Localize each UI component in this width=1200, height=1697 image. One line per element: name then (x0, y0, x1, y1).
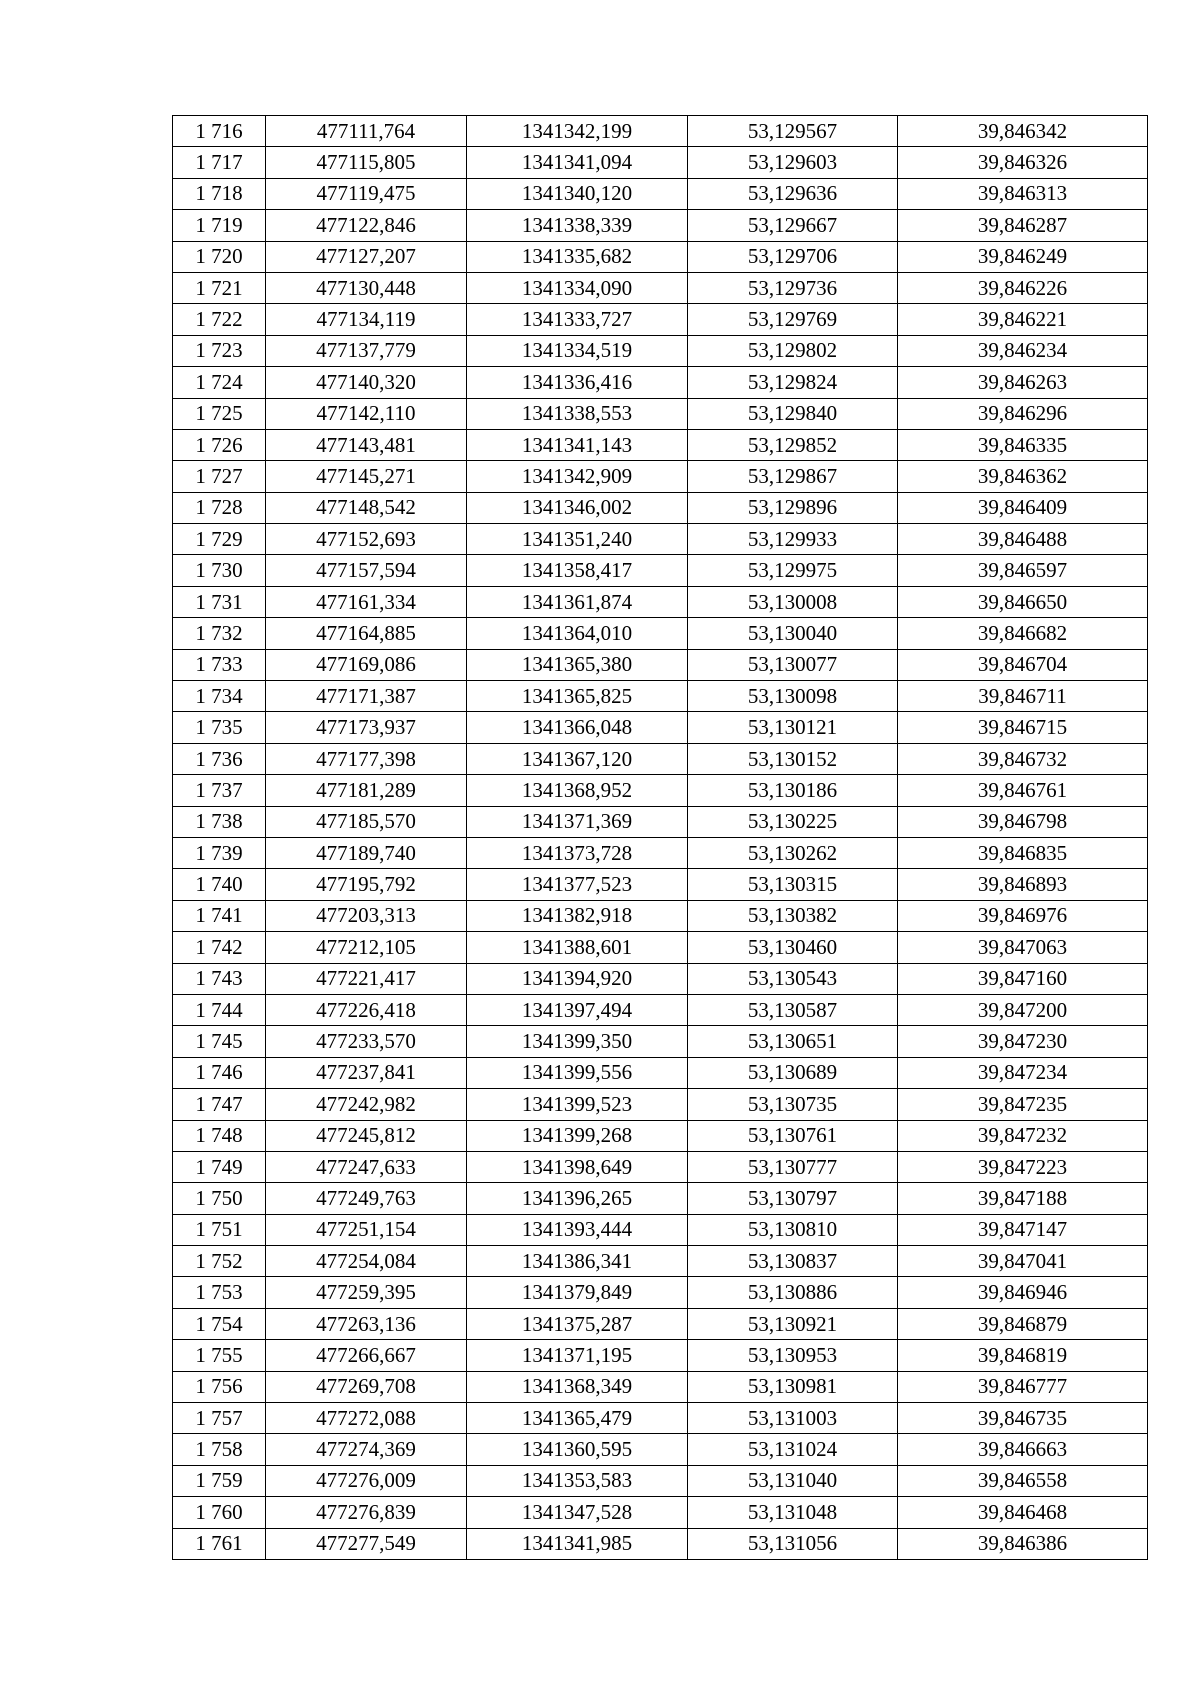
x-coordinate-cell: 477152,693 (266, 524, 467, 555)
y-coordinate-cell: 1341371,195 (467, 1340, 688, 1371)
x-coordinate-cell: 477164,885 (266, 618, 467, 649)
y-coordinate-cell: 1341396,265 (467, 1183, 688, 1214)
x-coordinate-cell: 477254,084 (266, 1246, 467, 1277)
x-coordinate-cell: 477274,369 (266, 1434, 467, 1465)
x-coordinate-cell: 477233,570 (266, 1026, 467, 1057)
longitude-cell: 39,846798 (898, 806, 1148, 837)
x-coordinate-cell: 477277,549 (266, 1528, 467, 1559)
longitude-cell: 39,846761 (898, 775, 1148, 806)
latitude-cell: 53,130651 (688, 1026, 898, 1057)
point-number-cell: 1 743 (173, 963, 266, 994)
longitude-cell: 39,846234 (898, 335, 1148, 366)
latitude-cell: 53,130460 (688, 932, 898, 963)
latitude-cell: 53,129852 (688, 429, 898, 460)
table-row (173, 869, 1148, 900)
latitude-cell: 53,130587 (688, 994, 898, 1025)
table-row (173, 367, 1148, 398)
longitude-cell: 39,846468 (898, 1497, 1148, 1528)
point-number-cell: 1 752 (173, 1246, 266, 1277)
y-coordinate-cell: 1341399,556 (467, 1057, 688, 1088)
longitude-cell: 39,846704 (898, 649, 1148, 680)
y-coordinate-cell: 1341375,287 (467, 1308, 688, 1339)
y-coordinate-cell: 1341336,416 (467, 367, 688, 398)
x-coordinate-cell: 477127,207 (266, 241, 467, 272)
y-coordinate-cell: 1341399,268 (467, 1120, 688, 1151)
point-number-cell: 1 721 (173, 272, 266, 303)
table-row (173, 1403, 1148, 1434)
longitude-cell: 39,846879 (898, 1308, 1148, 1339)
coordinates-table-body (173, 116, 1148, 1560)
point-number-cell: 1 748 (173, 1120, 266, 1151)
point-number-cell: 1 732 (173, 618, 266, 649)
y-coordinate-cell: 1341365,479 (467, 1403, 688, 1434)
table-row (173, 743, 1148, 774)
point-number-cell: 1 757 (173, 1403, 266, 1434)
table-row (173, 963, 1148, 994)
y-coordinate-cell: 1341351,240 (467, 524, 688, 555)
y-coordinate-cell: 1341382,918 (467, 900, 688, 931)
table-row (173, 524, 1148, 555)
latitude-cell: 53,130735 (688, 1089, 898, 1120)
x-coordinate-cell: 477181,289 (266, 775, 467, 806)
table-row (173, 900, 1148, 931)
table-row (173, 586, 1148, 617)
y-coordinate-cell: 1341379,849 (467, 1277, 688, 1308)
x-coordinate-cell: 477189,740 (266, 837, 467, 868)
x-coordinate-cell: 477269,708 (266, 1371, 467, 1402)
y-coordinate-cell: 1341393,444 (467, 1214, 688, 1245)
longitude-cell: 39,846777 (898, 1371, 1148, 1402)
latitude-cell: 53,129636 (688, 178, 898, 209)
table-row (173, 304, 1148, 335)
table-row (173, 1214, 1148, 1245)
table-row (173, 461, 1148, 492)
table-row (173, 147, 1148, 178)
y-coordinate-cell: 1341333,727 (467, 304, 688, 335)
x-coordinate-cell: 477276,839 (266, 1497, 467, 1528)
x-coordinate-cell: 477276,009 (266, 1465, 467, 1496)
point-number-cell: 1 729 (173, 524, 266, 555)
y-coordinate-cell: 1341377,523 (467, 869, 688, 900)
y-coordinate-cell: 1341397,494 (467, 994, 688, 1025)
point-number-cell: 1 716 (173, 116, 266, 147)
point-number-cell: 1 719 (173, 210, 266, 241)
y-coordinate-cell: 1341399,523 (467, 1089, 688, 1120)
table-row (173, 555, 1148, 586)
latitude-cell: 53,130040 (688, 618, 898, 649)
table-row (173, 335, 1148, 366)
point-number-cell: 1 746 (173, 1057, 266, 1088)
y-coordinate-cell: 1341364,010 (467, 618, 688, 649)
longitude-cell: 39,846342 (898, 116, 1148, 147)
y-coordinate-cell: 1341342,199 (467, 116, 688, 147)
latitude-cell: 53,130837 (688, 1246, 898, 1277)
longitude-cell: 39,847147 (898, 1214, 1148, 1245)
point-number-cell: 1 742 (173, 932, 266, 963)
longitude-cell: 39,847235 (898, 1089, 1148, 1120)
point-number-cell: 1 731 (173, 586, 266, 617)
y-coordinate-cell: 1341367,120 (467, 743, 688, 774)
table-row (173, 1057, 1148, 1088)
x-coordinate-cell: 477137,779 (266, 335, 467, 366)
y-coordinate-cell: 1341334,090 (467, 272, 688, 303)
latitude-cell: 53,129802 (688, 335, 898, 366)
latitude-cell: 53,129706 (688, 241, 898, 272)
y-coordinate-cell: 1341361,874 (467, 586, 688, 617)
y-coordinate-cell: 1341399,350 (467, 1026, 688, 1057)
latitude-cell: 53,129975 (688, 555, 898, 586)
longitude-cell: 39,846711 (898, 681, 1148, 712)
table-row (173, 1277, 1148, 1308)
y-coordinate-cell: 1341398,649 (467, 1151, 688, 1182)
table-row (173, 1151, 1148, 1182)
table-row (173, 806, 1148, 837)
point-number-cell: 1 753 (173, 1277, 266, 1308)
table-row (173, 1246, 1148, 1277)
x-coordinate-cell: 477251,154 (266, 1214, 467, 1245)
longitude-cell: 39,846650 (898, 586, 1148, 617)
latitude-cell: 53,130777 (688, 1151, 898, 1182)
y-coordinate-cell: 1341371,369 (467, 806, 688, 837)
point-number-cell: 1 725 (173, 398, 266, 429)
latitude-cell: 53,130797 (688, 1183, 898, 1214)
y-coordinate-cell: 1341341,143 (467, 429, 688, 460)
table-row (173, 618, 1148, 649)
longitude-cell: 39,846715 (898, 712, 1148, 743)
point-number-cell: 1 745 (173, 1026, 266, 1057)
latitude-cell: 53,129840 (688, 398, 898, 429)
latitude-cell: 53,130121 (688, 712, 898, 743)
latitude-cell: 53,130008 (688, 586, 898, 617)
latitude-cell: 53,130543 (688, 963, 898, 994)
y-coordinate-cell: 1341341,985 (467, 1528, 688, 1559)
x-coordinate-cell: 477145,271 (266, 461, 467, 492)
y-coordinate-cell: 1341366,048 (467, 712, 688, 743)
table-row (173, 712, 1148, 743)
x-coordinate-cell: 477245,812 (266, 1120, 467, 1151)
x-coordinate-cell: 477143,481 (266, 429, 467, 460)
latitude-cell: 53,131040 (688, 1465, 898, 1496)
latitude-cell: 53,130761 (688, 1120, 898, 1151)
table-row (173, 1183, 1148, 1214)
longitude-cell: 39,847223 (898, 1151, 1148, 1182)
point-number-cell: 1 740 (173, 869, 266, 900)
latitude-cell: 53,129867 (688, 461, 898, 492)
table-row (173, 1528, 1148, 1559)
y-coordinate-cell: 1341347,528 (467, 1497, 688, 1528)
y-coordinate-cell: 1341342,909 (467, 461, 688, 492)
longitude-cell: 39,847232 (898, 1120, 1148, 1151)
x-coordinate-cell: 477122,846 (266, 210, 467, 241)
longitude-cell: 39,846221 (898, 304, 1148, 335)
latitude-cell: 53,130225 (688, 806, 898, 837)
point-number-cell: 1 724 (173, 367, 266, 398)
longitude-cell: 39,847041 (898, 1246, 1148, 1277)
x-coordinate-cell: 477119,475 (266, 178, 467, 209)
longitude-cell: 39,847200 (898, 994, 1148, 1025)
y-coordinate-cell: 1341335,682 (467, 241, 688, 272)
longitude-cell: 39,846663 (898, 1434, 1148, 1465)
latitude-cell: 53,129896 (688, 492, 898, 523)
longitude-cell: 39,846682 (898, 618, 1148, 649)
point-number-cell: 1 738 (173, 806, 266, 837)
point-number-cell: 1 758 (173, 1434, 266, 1465)
point-number-cell: 1 722 (173, 304, 266, 335)
longitude-cell: 39,846362 (898, 461, 1148, 492)
longitude-cell: 39,847234 (898, 1057, 1148, 1088)
table-row (173, 994, 1148, 1025)
table-row (173, 1434, 1148, 1465)
point-number-cell: 1 751 (173, 1214, 266, 1245)
x-coordinate-cell: 477173,937 (266, 712, 467, 743)
x-coordinate-cell: 477111,764 (266, 116, 467, 147)
x-coordinate-cell: 477237,841 (266, 1057, 467, 1088)
latitude-cell: 53,130098 (688, 681, 898, 712)
table-row (173, 932, 1148, 963)
latitude-cell: 53,130315 (688, 869, 898, 900)
x-coordinate-cell: 477142,110 (266, 398, 467, 429)
table-row (173, 775, 1148, 806)
latitude-cell: 53,130689 (688, 1057, 898, 1088)
y-coordinate-cell: 1341358,417 (467, 555, 688, 586)
x-coordinate-cell: 477226,418 (266, 994, 467, 1025)
latitude-cell: 53,129824 (688, 367, 898, 398)
point-number-cell: 1 728 (173, 492, 266, 523)
latitude-cell: 53,129567 (688, 116, 898, 147)
x-coordinate-cell: 477259,395 (266, 1277, 467, 1308)
x-coordinate-cell: 477140,320 (266, 367, 467, 398)
y-coordinate-cell: 1341373,728 (467, 837, 688, 868)
point-number-cell: 1 717 (173, 147, 266, 178)
longitude-cell: 39,846386 (898, 1528, 1148, 1559)
latitude-cell: 53,129667 (688, 210, 898, 241)
y-coordinate-cell: 1341388,601 (467, 932, 688, 963)
latitude-cell: 53,130981 (688, 1371, 898, 1402)
y-coordinate-cell: 1341341,094 (467, 147, 688, 178)
latitude-cell: 53,130953 (688, 1340, 898, 1371)
y-coordinate-cell: 1341365,825 (467, 681, 688, 712)
point-number-cell: 1 750 (173, 1183, 266, 1214)
latitude-cell: 53,130886 (688, 1277, 898, 1308)
latitude-cell: 53,130186 (688, 775, 898, 806)
x-coordinate-cell: 477169,086 (266, 649, 467, 680)
point-number-cell: 1 754 (173, 1308, 266, 1339)
longitude-cell: 39,846558 (898, 1465, 1148, 1496)
table-row (173, 649, 1148, 680)
longitude-cell: 39,846976 (898, 900, 1148, 931)
latitude-cell: 53,131056 (688, 1528, 898, 1559)
latitude-cell: 53,131048 (688, 1497, 898, 1528)
longitude-cell: 39,847160 (898, 963, 1148, 994)
table-row (173, 1340, 1148, 1371)
longitude-cell: 39,846819 (898, 1340, 1148, 1371)
longitude-cell: 39,846597 (898, 555, 1148, 586)
table-row (173, 1497, 1148, 1528)
x-coordinate-cell: 477171,387 (266, 681, 467, 712)
latitude-cell: 53,131003 (688, 1403, 898, 1434)
coordinates-table (172, 115, 1148, 1560)
latitude-cell: 53,129769 (688, 304, 898, 335)
x-coordinate-cell: 477157,594 (266, 555, 467, 586)
point-number-cell: 1 761 (173, 1528, 266, 1559)
latitude-cell: 53,130921 (688, 1308, 898, 1339)
x-coordinate-cell: 477203,313 (266, 900, 467, 931)
point-number-cell: 1 755 (173, 1340, 266, 1371)
point-number-cell: 1 759 (173, 1465, 266, 1496)
table-row (173, 492, 1148, 523)
table-row (173, 837, 1148, 868)
longitude-cell: 39,847063 (898, 932, 1148, 963)
x-coordinate-cell: 477115,805 (266, 147, 467, 178)
x-coordinate-cell: 477195,792 (266, 869, 467, 900)
x-coordinate-cell: 477266,667 (266, 1340, 467, 1371)
point-number-cell: 1 744 (173, 994, 266, 1025)
longitude-cell: 39,847230 (898, 1026, 1148, 1057)
x-coordinate-cell: 477134,119 (266, 304, 467, 335)
y-coordinate-cell: 1341353,583 (467, 1465, 688, 1496)
point-number-cell: 1 723 (173, 335, 266, 366)
x-coordinate-cell: 477221,417 (266, 963, 467, 994)
table-row (173, 1371, 1148, 1402)
x-coordinate-cell: 477247,633 (266, 1151, 467, 1182)
point-number-cell: 1 730 (173, 555, 266, 586)
latitude-cell: 53,129603 (688, 147, 898, 178)
point-number-cell: 1 741 (173, 900, 266, 931)
x-coordinate-cell: 477212,105 (266, 932, 467, 963)
point-number-cell: 1 737 (173, 775, 266, 806)
x-coordinate-cell: 477272,088 (266, 1403, 467, 1434)
longitude-cell: 39,846835 (898, 837, 1148, 868)
point-number-cell: 1 747 (173, 1089, 266, 1120)
longitude-cell: 39,846313 (898, 178, 1148, 209)
y-coordinate-cell: 1341368,349 (467, 1371, 688, 1402)
point-number-cell: 1 756 (173, 1371, 266, 1402)
x-coordinate-cell: 477185,570 (266, 806, 467, 837)
latitude-cell: 53,129933 (688, 524, 898, 555)
longitude-cell: 39,846409 (898, 492, 1148, 523)
point-number-cell: 1 727 (173, 461, 266, 492)
table-row (173, 210, 1148, 241)
y-coordinate-cell: 1341386,341 (467, 1246, 688, 1277)
table-row (173, 178, 1148, 209)
point-number-cell: 1 733 (173, 649, 266, 680)
point-number-cell: 1 720 (173, 241, 266, 272)
table-row (173, 1308, 1148, 1339)
latitude-cell: 53,130077 (688, 649, 898, 680)
table-row (173, 1026, 1148, 1057)
x-coordinate-cell: 477161,334 (266, 586, 467, 617)
point-number-cell: 1 718 (173, 178, 266, 209)
y-coordinate-cell: 1341394,920 (467, 963, 688, 994)
longitude-cell: 39,846732 (898, 743, 1148, 774)
longitude-cell: 39,846735 (898, 1403, 1148, 1434)
table-row (173, 1465, 1148, 1496)
table-row (173, 681, 1148, 712)
x-coordinate-cell: 477242,982 (266, 1089, 467, 1120)
point-number-cell: 1 734 (173, 681, 266, 712)
y-coordinate-cell: 1341368,952 (467, 775, 688, 806)
y-coordinate-cell: 1341334,519 (467, 335, 688, 366)
y-coordinate-cell: 1341346,002 (467, 492, 688, 523)
longitude-cell: 39,846287 (898, 210, 1148, 241)
y-coordinate-cell: 1341338,553 (467, 398, 688, 429)
point-number-cell: 1 736 (173, 743, 266, 774)
x-coordinate-cell: 477263,136 (266, 1308, 467, 1339)
point-number-cell: 1 726 (173, 429, 266, 460)
x-coordinate-cell: 477130,448 (266, 272, 467, 303)
point-number-cell: 1 739 (173, 837, 266, 868)
y-coordinate-cell: 1341340,120 (467, 178, 688, 209)
latitude-cell: 53,131024 (688, 1434, 898, 1465)
point-number-cell: 1 735 (173, 712, 266, 743)
latitude-cell: 53,130382 (688, 900, 898, 931)
y-coordinate-cell: 1341360,595 (467, 1434, 688, 1465)
longitude-cell: 39,846488 (898, 524, 1148, 555)
y-coordinate-cell: 1341338,339 (467, 210, 688, 241)
point-number-cell: 1 760 (173, 1497, 266, 1528)
latitude-cell: 53,130262 (688, 837, 898, 868)
table-row (173, 429, 1148, 460)
longitude-cell: 39,846249 (898, 241, 1148, 272)
longitude-cell: 39,846296 (898, 398, 1148, 429)
latitude-cell: 53,130810 (688, 1214, 898, 1245)
x-coordinate-cell: 477249,763 (266, 1183, 467, 1214)
y-coordinate-cell: 1341365,380 (467, 649, 688, 680)
latitude-cell: 53,129736 (688, 272, 898, 303)
longitude-cell: 39,846326 (898, 147, 1148, 178)
table-row (173, 1089, 1148, 1120)
longitude-cell: 39,846226 (898, 272, 1148, 303)
table-row (173, 272, 1148, 303)
x-coordinate-cell: 477148,542 (266, 492, 467, 523)
table-row (173, 116, 1148, 147)
table-row (173, 1120, 1148, 1151)
longitude-cell: 39,846335 (898, 429, 1148, 460)
longitude-cell: 39,846946 (898, 1277, 1148, 1308)
latitude-cell: 53,130152 (688, 743, 898, 774)
table-row (173, 241, 1148, 272)
longitude-cell: 39,847188 (898, 1183, 1148, 1214)
point-number-cell: 1 749 (173, 1151, 266, 1182)
x-coordinate-cell: 477177,398 (266, 743, 467, 774)
table-row (173, 398, 1148, 429)
longitude-cell: 39,846893 (898, 869, 1148, 900)
longitude-cell: 39,846263 (898, 367, 1148, 398)
